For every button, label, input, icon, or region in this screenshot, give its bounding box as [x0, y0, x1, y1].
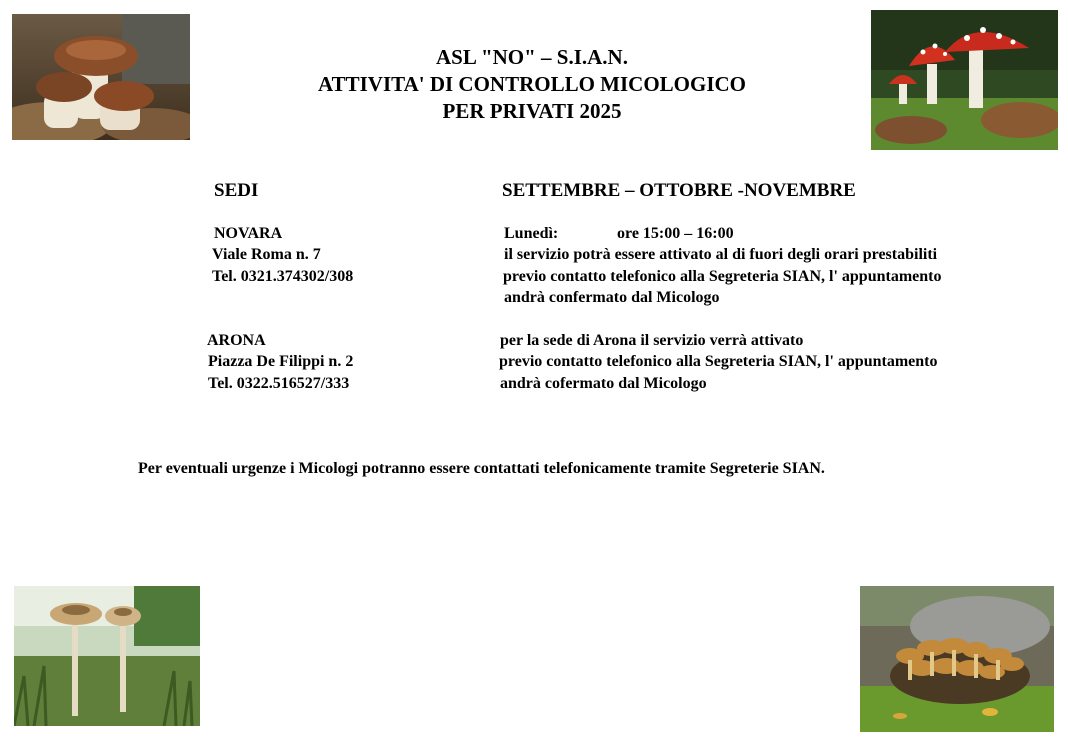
novara-phone: Tel. 0321.374302/308	[212, 268, 354, 285]
title-line-1: ASL "NO" – S.I.A.N.	[436, 45, 628, 69]
novara-day: Lunedì:	[504, 225, 559, 242]
novara-hours: ore 15:00 – 16:00	[617, 225, 734, 242]
title-line-2: ATTIVITA' DI CONTROLLO MICOLOGICO	[317, 72, 747, 96]
arona-note-1: per la sede di Arona il servizio verrà attivato	[500, 332, 804, 349]
arona-note-3: andrà cofermato dal Micologo	[500, 375, 707, 392]
novara-address: Viale Roma n. 7	[212, 246, 321, 263]
arona-note-2: previo contatto telefonico alla Segreteria SIAN, l' appuntamento	[499, 353, 938, 370]
parasol-mushroom-photo	[14, 586, 200, 726]
arona-name: ARONA	[207, 332, 266, 349]
novara-note-1: il servizio potrà essere attivato al di fuori degli orari prestabiliti	[504, 246, 938, 263]
novara-note-3: andrà confermato dal Micologo	[504, 289, 720, 306]
title-line-3: PER PRIVATI 2025	[442, 99, 622, 123]
urgency-note: Per eventuali urgenze i Micologi potranno essere contattati telefonicamente tramite Segreterie SIAN.	[138, 460, 825, 477]
amanita-mushroom-photo	[871, 10, 1058, 150]
novara-note-2: previo contatto telefonico alla Segreteria SIAN, l' appuntamento	[503, 268, 942, 285]
sedi-heading: SEDI	[214, 180, 259, 201]
arona-address: Piazza De Filippi n. 2	[208, 353, 354, 370]
honey-fungus-photo	[860, 586, 1054, 732]
porcini-mushroom-photo	[12, 14, 190, 140]
arona-phone: Tel. 0322.516527/333	[208, 375, 350, 392]
months-heading: SETTEMBRE – OTTOBRE -NOVEMBRE	[502, 180, 856, 201]
novara-name: NOVARA	[214, 225, 283, 242]
